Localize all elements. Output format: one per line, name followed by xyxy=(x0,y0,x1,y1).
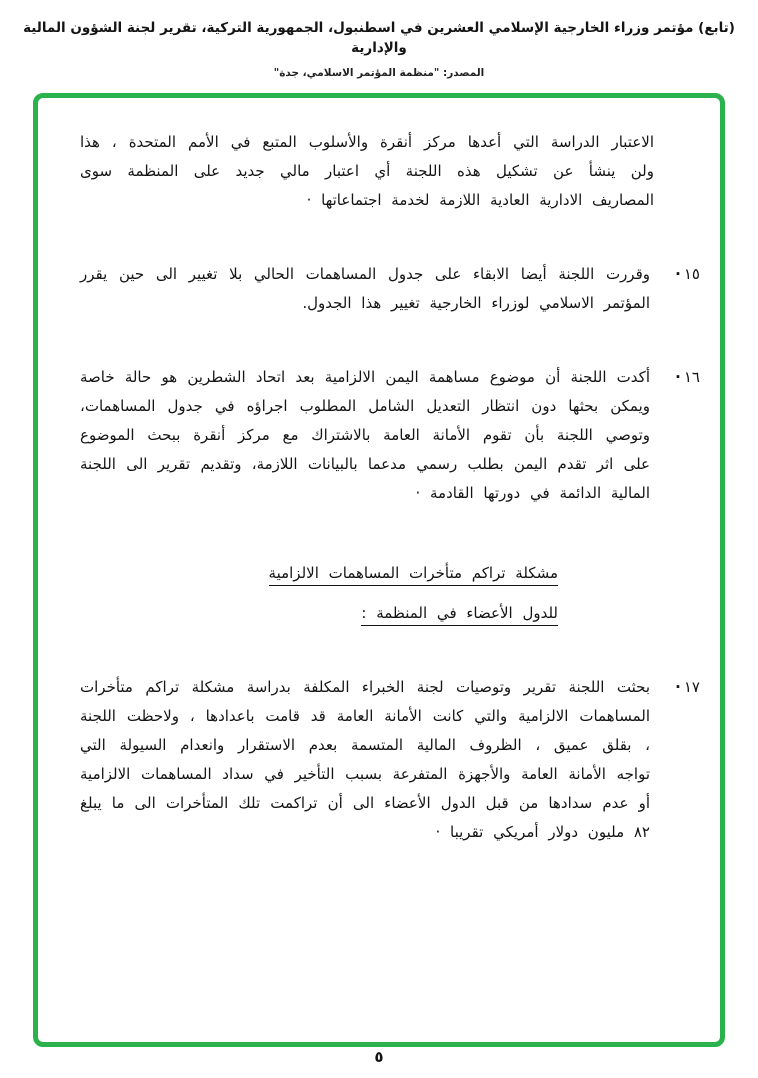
item-number-digits: ١٥ xyxy=(683,264,700,283)
item-text: أكدت اللجنة أن موضوع مساهمة اليمن الالزامية بعد اتحاد الشطرين هو حالة خاصة ويمكن بحثها دون انتظار التعديل الشامل المطلوب اجراؤه في جدول المساهمات، وتوصي اللجنة بأن تقوم الأمانة العامة بالاشتراك مع مركز أنقرة ببحث الموضوع على اثر تقدم اليمن بطلب رسمي مدعما بالبيانات اللازمة، وتقديم تقرير الى اللجنة المالية الدائمة في دورتها القادمة · xyxy=(80,367,650,502)
item-text: بحثت اللجنة تقرير وتوصيات لجنة الخبراء المكلفة بدراسة مشكلة تراكم متأخرات المساهمات الالزامية والتي كانت الأمانة العامة قد قامت باعدادها ، ولاحظت اللجنة ، بقلق عميق ، الظروف المالية المتسمة بعدم الاستقرار وانعدام السيولة التي تواجه الأمانة العامة والأجهزة المتفرعة بسبب التأخير في سداد المساهمات الالزامية أو عدم سدادها من قبل الدول الأعضاء الى أن تراكمت تلك المتأخرات الى ما يبلغ ٨٢ مليون دولار أمريكي تقريبا · xyxy=(80,677,650,841)
document-header xyxy=(0,0,758,79)
section-heading-line-2 xyxy=(80,593,558,633)
page-number: ٥ xyxy=(374,1048,384,1066)
item-number xyxy=(650,673,704,847)
list-item-15 xyxy=(80,260,704,318)
body-text xyxy=(80,128,704,847)
section-heading-text-2: للدول الأعضاء في المنظمة : xyxy=(361,604,558,626)
item-number-digits: ١٦ xyxy=(683,367,700,386)
item-number xyxy=(650,363,704,508)
list-item-17 xyxy=(80,673,704,847)
item-number xyxy=(650,260,704,318)
section-heading xyxy=(80,553,654,633)
continuation-paragraph: الاعتبار الدراسة التي أعدها مركز أنقرة والأسلوب المتبع في الأمم المتحدة ، هذا ولن ينشأ عن تشكيل هذه اللجنة أي اعتبار مالي جديد على المنظمة سوى المصاريف الادارية العادية اللازمة لخدمة اجتماعاتها · xyxy=(80,132,654,209)
item-number-marker: · xyxy=(675,264,681,283)
item-text: وقررت اللجنة أيضا الابقاء على جدول المساهمات الحالي بلا تغيير الى حين يقرر المؤتمر الاسلامي لوزراء الخارجية تغيير هذا الجدول. xyxy=(80,264,650,312)
content-frame xyxy=(33,93,725,1047)
header-title: (تابع) مؤتمر وزراء الخارجية الإسلامي العشرين في اسطنبول، الجمهورية التركية، تقرير لجنة الشؤون المالية والإدارية xyxy=(23,20,735,57)
section-heading-line-1 xyxy=(80,553,558,593)
item-number-marker: · xyxy=(675,367,681,386)
list-item-16 xyxy=(80,363,704,508)
item-number-digits: ١٧ xyxy=(683,677,700,696)
section-heading-text-1: مشكلة تراكم متأخرات المساهمات الالزامية xyxy=(269,564,558,586)
item-number-marker: · xyxy=(675,677,681,696)
header-source: المصدر: "منظمة المؤتمر الاسلامي، جدة" xyxy=(273,66,485,79)
